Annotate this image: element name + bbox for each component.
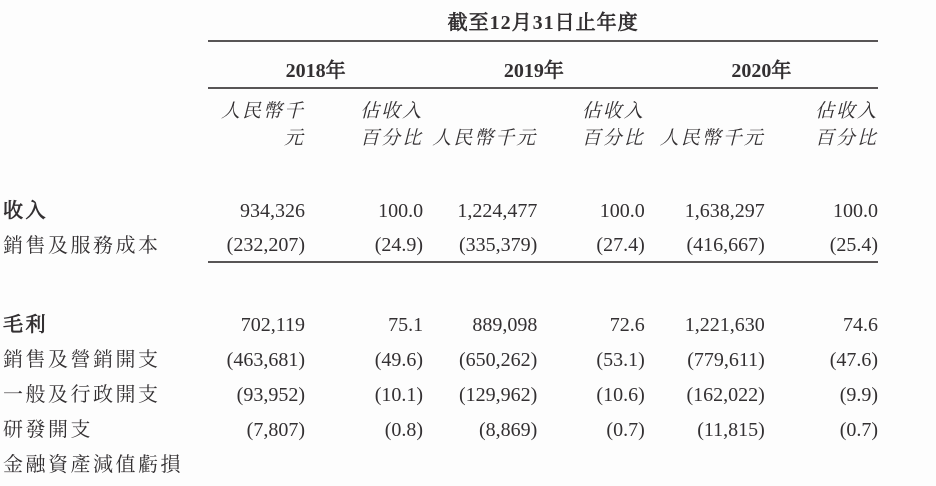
period-header: 截至12月31日止年度 [208, 6, 878, 42]
table-row-rd-expenses [0, 416, 878, 451]
subheader-percent-2018 [305, 98, 423, 152]
table-row-selling-marketing-expenses [0, 346, 878, 381]
percent-cell: (53.1) [596, 349, 645, 371]
amount-cell: 934,326 [240, 200, 305, 222]
percent-cell: 72.6 [609, 314, 645, 336]
percent-cell: (49.6) [374, 349, 424, 371]
label-column-spacer [0, 6, 208, 42]
amount-cell: 1,221,630 [684, 314, 765, 336]
percent-cell: 100.0 [599, 200, 645, 222]
percent-label-line1: 佔收入 [815, 101, 879, 122]
column-subheader-row [0, 89, 878, 152]
subheader-percent-2020 [765, 98, 878, 152]
amount-cell: (779,611) [687, 349, 765, 371]
year-header-row [0, 42, 878, 89]
row-label: 一般及行政開支 [3, 384, 161, 406]
amount-cell: (335,379) [423, 232, 537, 263]
amount-unit-label: 人民幣千元 [432, 128, 538, 149]
row-label: 毛利 [3, 314, 48, 336]
table-row-impairment-losses [0, 451, 878, 486]
amount-cell: 702,119 [240, 314, 305, 336]
amount-cell: 1,638,297 [684, 200, 765, 222]
amount-cell: (463,681) [226, 349, 305, 371]
percent-cell: (0.7) [606, 419, 645, 441]
percent-cell: (0.8) [384, 419, 424, 441]
percent-cell: 100.0 [833, 200, 879, 222]
percent-label-line1: 佔收入 [581, 101, 645, 122]
row-label: 銷售及營銷開支 [3, 349, 161, 371]
percent-cell: (27.4) [537, 232, 644, 263]
percent-cell: (47.6) [829, 349, 879, 371]
amount-cell: (93,952) [236, 384, 305, 406]
section-gap [0, 152, 878, 197]
percent-label-line2: 百分比 [581, 128, 645, 149]
table-row-gross-profit [0, 311, 878, 346]
percent-cell: (9.9) [839, 384, 879, 406]
year-header-2020: 2020年 [645, 42, 878, 89]
percent-cell: (0.7) [839, 419, 879, 441]
amount-cell: 889,098 [472, 314, 538, 336]
amount-cell: 1,224,477 [457, 200, 538, 222]
amount-cell: (232,207) [208, 232, 305, 263]
amount-unit-label: 人民幣千元 [220, 101, 305, 149]
table-row-general-admin-expenses [0, 381, 878, 416]
row-label: 研發開支 [3, 419, 93, 441]
label-column-spacer [0, 42, 208, 89]
row-label: 收入 [3, 200, 48, 222]
subheader-amount-2020 [645, 125, 765, 152]
percent-label-line1: 佔收入 [360, 101, 424, 122]
percent-cell: 75.1 [388, 314, 424, 336]
amount-cell: (129,962) [458, 384, 538, 406]
percent-label-line2: 百分比 [815, 128, 879, 149]
subheader-amount-2018 [208, 98, 305, 152]
row-label: 銷售及服務成本 [3, 235, 161, 257]
amount-cell: (416,667) [645, 232, 765, 263]
section-gap [0, 269, 878, 311]
row-label: 金融資產減值虧損 [3, 454, 183, 476]
percent-cell: 100.0 [378, 200, 424, 222]
percent-cell: (10.6) [596, 384, 645, 406]
percent-cell: (25.4) [765, 232, 878, 263]
amount-cell: (8,869) [478, 419, 538, 441]
year-header-2018: 2018年 [208, 42, 423, 89]
year-header-2019: 2019年 [423, 42, 645, 89]
amount-cell: (650,262) [458, 349, 538, 371]
subheader-percent-2019 [537, 98, 644, 152]
amount-unit-label: 人民幣千元 [659, 128, 765, 149]
amount-cell: (162,022) [686, 384, 765, 406]
percent-label-line2: 百分比 [360, 128, 424, 149]
table-row-revenue [0, 197, 878, 232]
percent-cell: 74.6 [843, 314, 879, 336]
amount-cell: (7,807) [246, 419, 305, 441]
percent-cell: (24.9) [305, 232, 423, 263]
percent-cell: (10.1) [374, 384, 424, 406]
period-header-row [0, 6, 878, 42]
subheader-amount-2019 [423, 125, 537, 152]
table-row-cost-of-sales [0, 232, 878, 269]
amount-cell: (11,815) [697, 419, 765, 441]
